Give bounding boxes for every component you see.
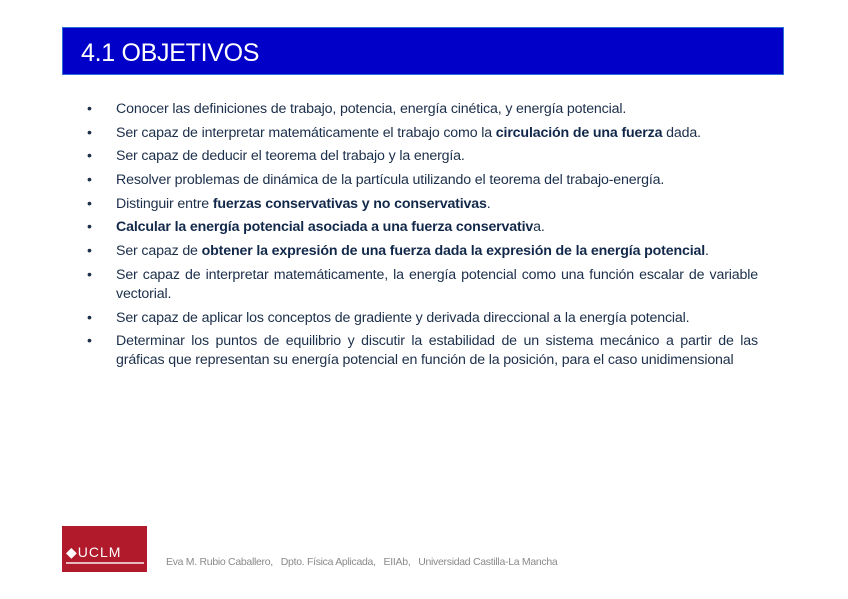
bullet-bold-text: fuerzas conservativas y no conservativas	[212, 195, 487, 212]
logo-text: ◆UCLM	[66, 544, 122, 560]
bullet-text: dada.	[662, 124, 701, 141]
bullet-item	[84, 171, 758, 190]
bullet-text: Ser capaz de deducir el teorema del trabajo y la energía.	[116, 148, 465, 165]
bullet-text: Ser capaz de interpretar matemáticamente el trabajo como la	[116, 124, 496, 141]
bullet-dot: •	[87, 124, 92, 141]
bullet-item	[84, 309, 758, 328]
bullet-text: Conocer las definiciones de trabajo, potencia, energía cinética, y energía potencial.	[116, 101, 627, 117]
bullet-bold-text: obtener la expresión de una fuerza dada la expresión de la energía potencial	[201, 243, 706, 260]
bullet-item	[84, 266, 758, 304]
bullet-text: Distinguir entre	[116, 195, 213, 212]
bullet-bold-text: Calcular la energía potencial asociada a una fuerza conservativ	[116, 219, 534, 236]
title-bar	[62, 27, 784, 75]
slide-title: 4.1 OBJETIVOS	[81, 39, 260, 67]
bullet-item	[84, 124, 758, 143]
bullet-dot: •	[87, 309, 92, 326]
bullet-text: a.	[533, 219, 545, 236]
logo-underline	[66, 562, 144, 564]
bullet-text: Ser capaz de	[116, 243, 202, 260]
bullet-text: .	[705, 243, 709, 260]
bullet-bold-text: circulación de una fuerza	[495, 124, 663, 141]
bullet-dot: •	[87, 266, 92, 283]
bullet-dot: •	[87, 243, 92, 260]
footer-credit: Eva M. Rubio Caballero, Dpto. Física Aplicada, EIIAb, Universidad Castilla-La Mancha	[166, 556, 558, 568]
bullet-dot: •	[87, 195, 92, 212]
bullet-dot: •	[87, 219, 92, 236]
bullet-item	[84, 100, 758, 119]
bullet-item	[84, 218, 758, 237]
bullet-item	[84, 242, 758, 261]
bullet-item	[84, 147, 758, 166]
bullet-text: Ser capaz de aplicar los conceptos de gradiente y derivada direccional a la energía potencial.	[116, 309, 690, 326]
bullet-dot: •	[87, 172, 92, 189]
bullet-dot: •	[87, 148, 92, 165]
bullet-item	[84, 195, 758, 214]
bullet-dot: •	[87, 333, 92, 350]
bullet-text: Resolver problemas de dinámica de la partícula utilizando el teorema del trabajo-energía.	[116, 172, 665, 189]
bullet-text: .	[486, 195, 491, 212]
bullet-item	[84, 332, 758, 370]
bullet-dot: •	[87, 101, 92, 117]
bullet-text: Determinar los puntos de equilibrio y discutir la estabilidad de un sistema mecánico a partir de las gráficas que representan su energía potencial en función de la posición, para el caso unidimensional	[116, 333, 758, 369]
uclm-logo	[62, 526, 147, 572]
bullet-text: Ser capaz de interpretar matemáticamente, la energía potencial como una función escalar de variable vectorial.	[116, 266, 758, 302]
objectives-list	[84, 100, 758, 375]
